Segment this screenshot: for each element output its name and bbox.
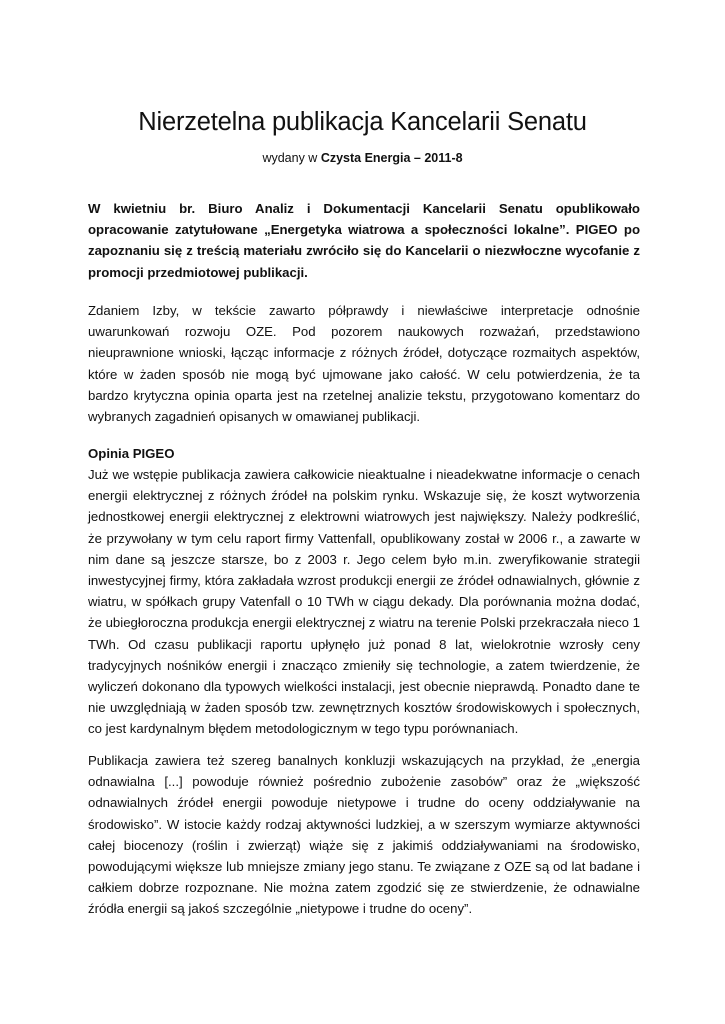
section-heading: Opinia PIGEO (88, 446, 175, 461)
subtitle-prefix: wydany w (262, 151, 318, 165)
body-paragraph: Publikacja zawiera też szereg banalnych konkluzji wskazujących na przykład, że „energia odnawialna [...] powoduje również pośrednio zubożenie zasobów” oraz że „większość odnawialnych źródeł energii powoduje nietypowe i trudne do oceny oddziaływanie na środowisko”. W istocie każdy rodzaj aktywności ludzkiej, a w szerszym wymiarze aktywności całej biocenozy (roślin i zwierząt) wiąże się z jakimiś oddziaływaniami na środowisko, powodującymi większe lub mniejsze zmiany jego stanu. Te związane z OZE są od lat badane i całkiem dobrze rozpoznane. Nie można zatem zgodzić się ze stwierdzenie, że odnawialne źródła energii są jakoś szczególnie „nietypowe i trudne do oceny”. (88, 753, 640, 917)
body-paragraph: Zdaniem Izby, w tekście zawarto półprawdy i niewłaściwe interpretacje odnośnie uwarunkowań rozwoju OZE. Pod pozorem naukowych rozważań, przedstawiono nieuprawnione wnioski, łącząc informacje z różnych źródeł, dotyczące rozmaitych aspektów, które w żaden sposób nie mogą być ujmowane jako całość. W celu potwierdzenia, że ta bardzo krytyczna opinia oparta jest na rzetelnej analizie tekstu, przygotowano komentarz do wybranych zagadnień opisanych w omawianej publikacji. (88, 303, 640, 425)
body-paragraph: Już we wstępie publikacja zawiera całkowicie nieaktualne i nieadekwatne informacje o cenach energii elektrycznej z różnych źródeł na polskim rynku. Wskazuje się, że koszt wytworzenia jednostkowej energii elektrycznej z elektrowni wiatrowych jest największy. Należy podkreślić, że przywołany w tym celu raport firmy Vattenfall, opublikowany został w 2006 r., a zawarte w nim dane są jeszcze starsze, bo z 2003 r. Jego celem było m.in. zweryfikowanie strategii inwestycyjnej firmy, która zakładała wzrost produkcji energii ze źródeł odnawialnych, głównie z wiatru, w spółkach grupy Vatenfall o 10 TWh w ciągu dekady. Dla porównania można dodać, że ubiegłoroczna produkcja energii elektrycznej z wiatru na terenie Polski przekraczała nieco 1 TWh. Od czasu publikacji raportu upłynęło już ponad 8 lat, wielokrotnie wzrosły ceny tradycyjnych nośników energii i znacząco zmieniły się technologie, a zatem twierdzenie, że wyliczeń dokonano dla typowych wielkości instalacji, jest obecnie nieprawdą. Ponadto dane te nie uwzględniają w żaden sposób tzw. zewnętrznych kosztów środowiskowych i społecznych, co jest kardynalnym błędem metodologicznym w tego typu porównaniach. (88, 467, 640, 737)
publication-source (0, 151, 725, 165)
page-title: Nierzetelna publikacja Kancelarii Senatu (138, 108, 587, 136)
lead-paragraph: W kwietniu br. Biuro Analiz i Dokumentacji Kancelarii Senatu opublikowało opracowanie zatytułowane „Energetyka wiatrowa a społeczności lokalne”. PIGEO po zapoznaniu się z treścią materiału zwróciło się do Kancelarii o niezwłoczne wycofanie z promocji przedmiotowej publikacji. (88, 201, 640, 280)
subtitle-source: Czysta Energia – 2011-8 (320, 151, 463, 165)
